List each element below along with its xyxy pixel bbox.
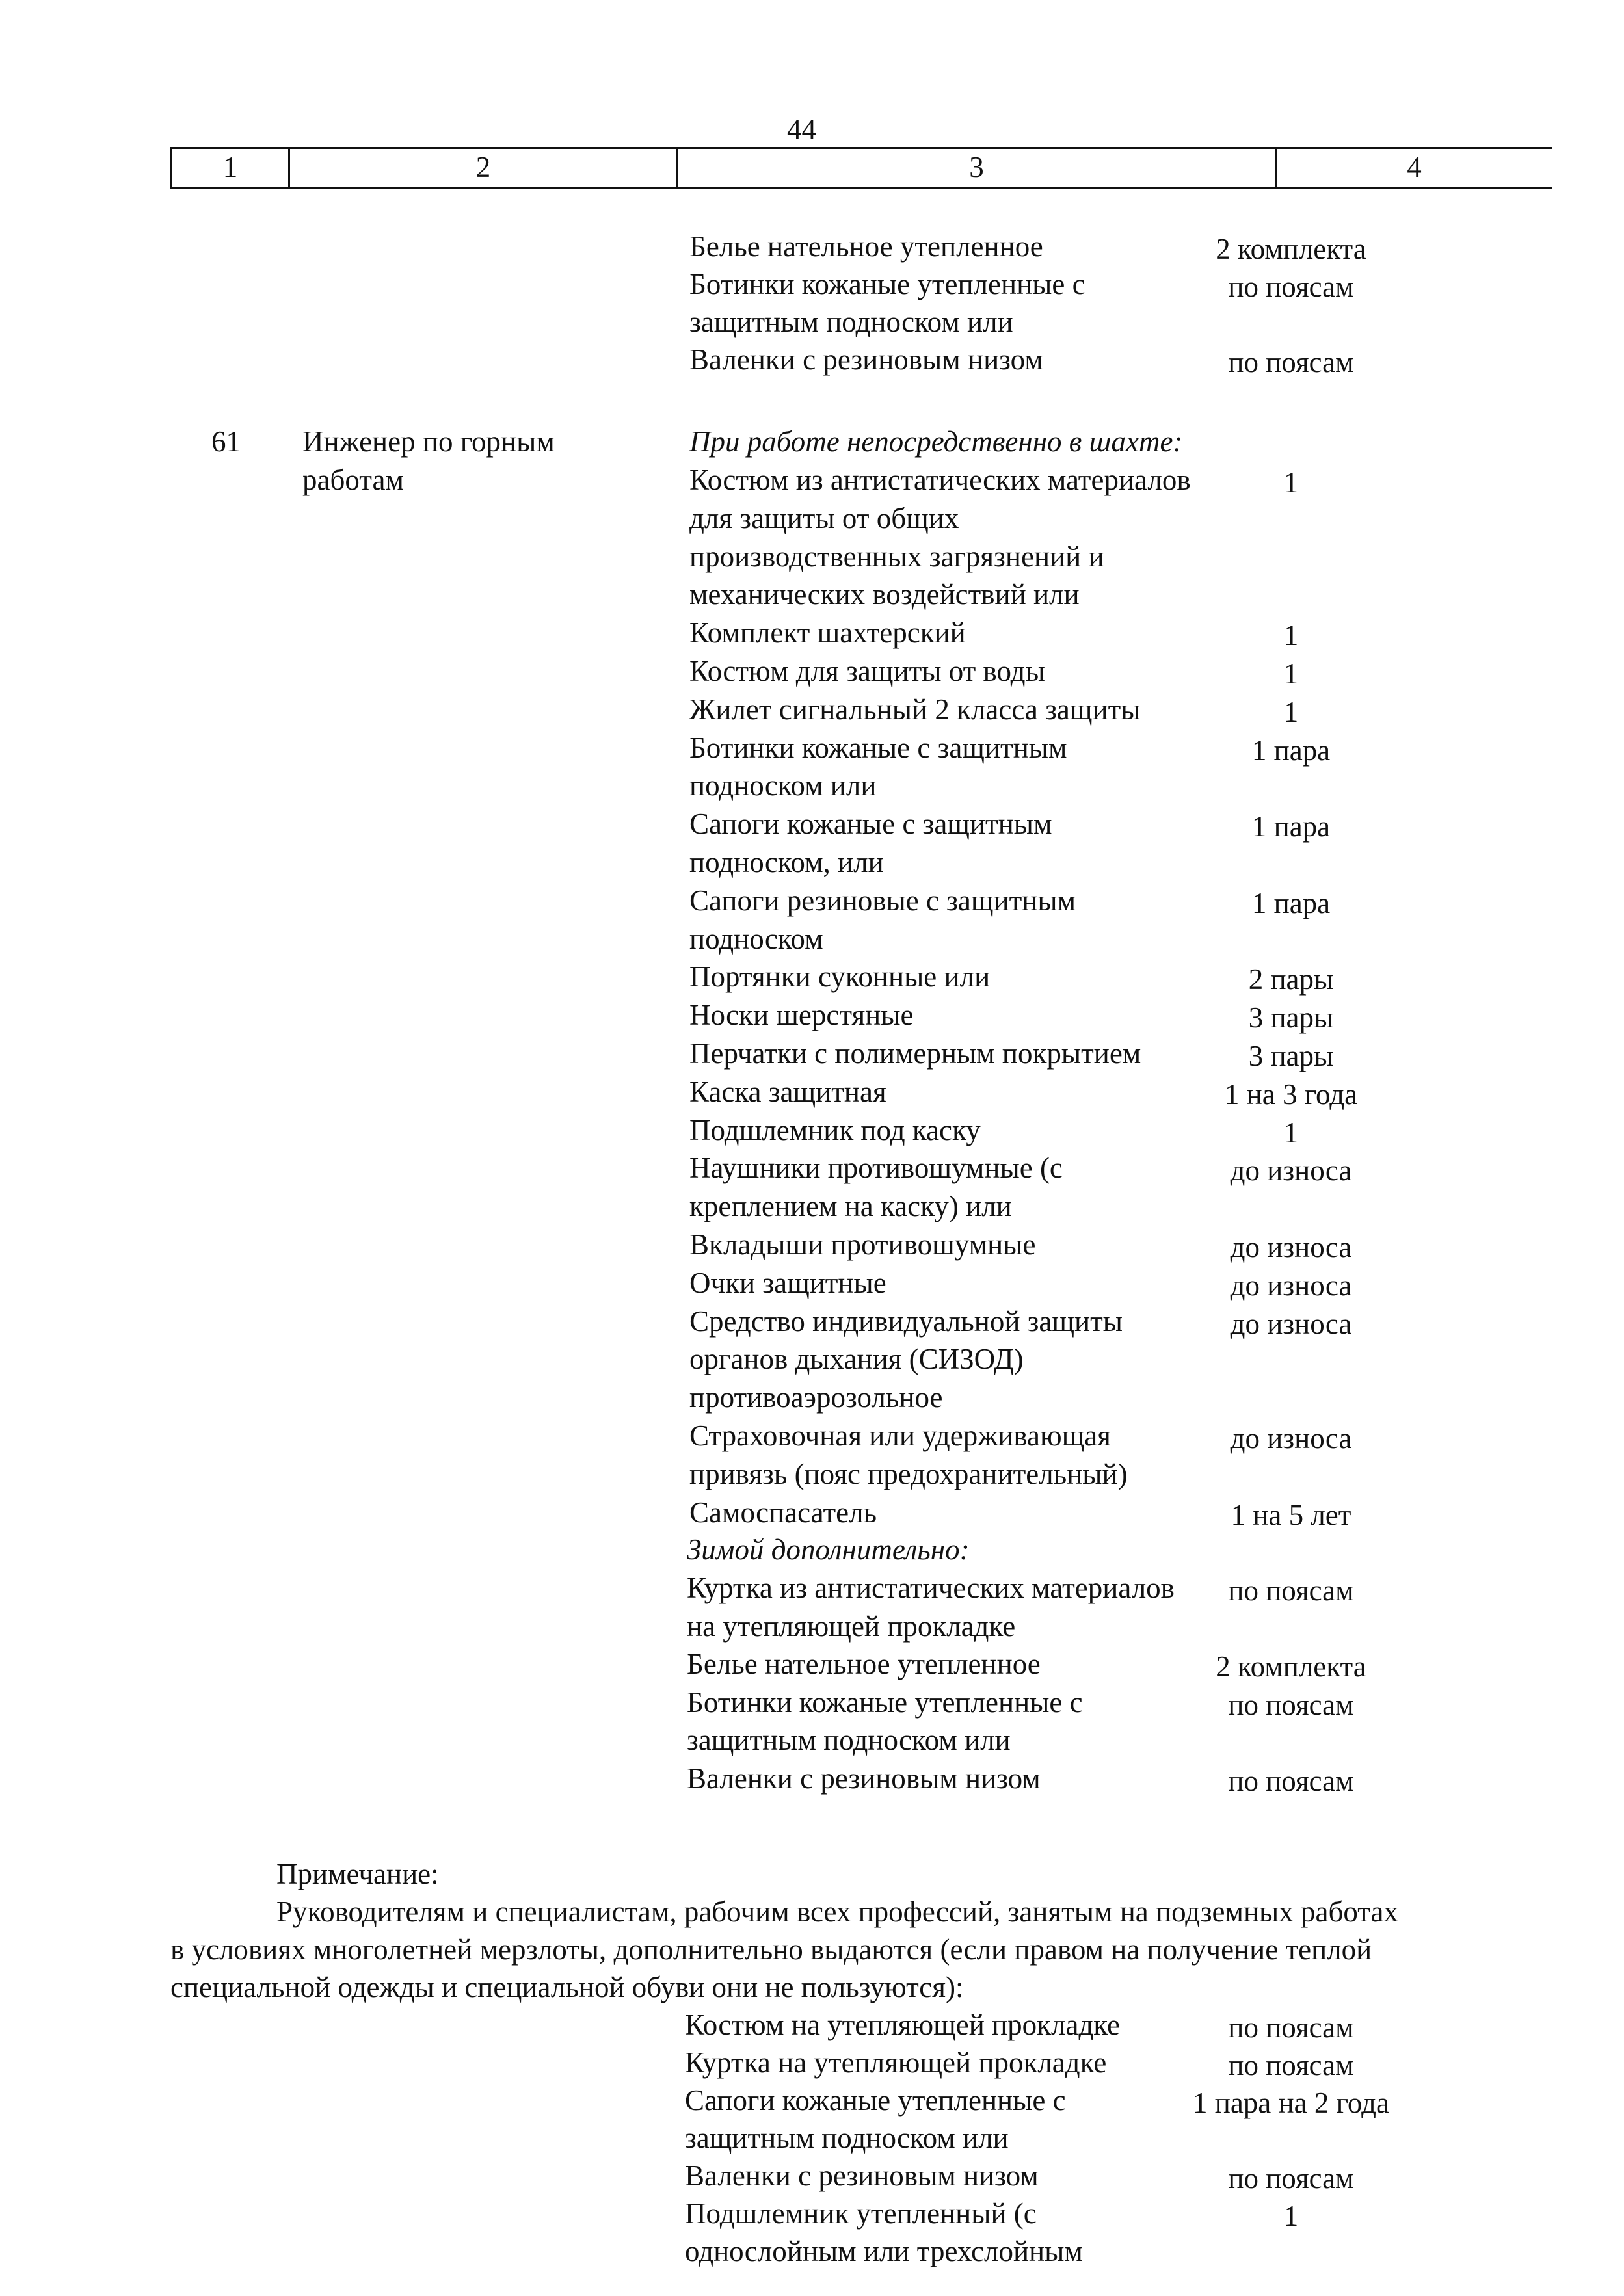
item-text: Сапоги резиновые с защитным	[689, 884, 1076, 917]
issue-norm: 1 пара	[1251, 886, 1331, 919]
item-text: противоаэрозольное	[689, 1381, 943, 1414]
issue-norm: по поясам	[1228, 271, 1354, 303]
issue-norm: по поясам	[1228, 1764, 1354, 1797]
issue-norm: 1 пара на 2 года	[1193, 2087, 1389, 2119]
issue-norm: до износа	[1230, 1154, 1352, 1187]
issue-norm: 1	[1283, 2200, 1299, 2232]
winter-heading: Зимой дополнительно:	[687, 1533, 970, 1566]
item-text: Подшлемник под каску	[689, 1113, 981, 1146]
issue-norm: до износа	[1230, 1231, 1352, 1263]
item-text: Белье нательное утепленное	[687, 1648, 1041, 1680]
issue-norm: 1	[1283, 1116, 1299, 1149]
item-text: Ботинки кожаные утепленные с	[687, 1685, 1083, 1719]
item-text: Комплект шахтерский	[689, 616, 966, 650]
item-text: Куртка на утепляющей прокладке	[685, 2046, 1107, 2079]
item-text: привязь (пояс предохранительный)	[689, 1457, 1128, 1490]
item-text: креплением на каску) или	[689, 1190, 1012, 1223]
issue-norm: по поясам	[1228, 1688, 1354, 1721]
profession-name-line1: Инженер по горным	[302, 425, 555, 458]
issue-norm: по поясам	[1228, 2049, 1354, 2081]
issue-norm: до износа	[1230, 1422, 1352, 1455]
issue-norm: 1 на 3 года	[1224, 1077, 1358, 1111]
header-col-2: 2	[475, 151, 491, 183]
item-text: Куртка из антистатических материалов	[687, 1572, 1175, 1604]
item-text: Носки шерстяные	[689, 999, 914, 1032]
item-text: Самоспасатель	[689, 1496, 877, 1529]
issue-norm: 2 пары	[1248, 963, 1334, 996]
item-text: Валенки с резиновым низом	[687, 1762, 1041, 1795]
header-col-1: 1	[222, 151, 238, 183]
issue-norm: до износа	[1230, 1307, 1352, 1340]
note-title: Примечание:	[276, 1858, 439, 1890]
item-text: Костюм из антистатических материалов	[689, 464, 1191, 496]
issue-norm: 2 комплекта	[1216, 233, 1366, 265]
header-col-4: 4	[1407, 151, 1422, 183]
item-text: подноском или	[689, 769, 877, 802]
item-text: Подшлемник утепленный (с	[685, 2197, 1037, 2230]
item-text: подноском, или	[689, 846, 884, 878]
item-text: Страховочная или удерживающая	[689, 1419, 1111, 1452]
issue-norm: 1 пара	[1251, 810, 1331, 843]
item-text: Ботинки кожаные утепленные с	[689, 268, 1085, 300]
note-line-1: Руководителям и специалистам, рабочим всех профессий, занятым на подземных работах	[276, 1895, 1398, 1928]
entry-number: 61	[211, 425, 241, 458]
issue-norm: 3 пары	[1248, 1040, 1334, 1072]
page-number: 44	[787, 113, 816, 146]
item-text: Средство индивидуальной защиты	[689, 1304, 1123, 1338]
item-text: Очки защитные	[689, 1266, 886, 1299]
item-text: Ботинки кожаные с защитным	[689, 731, 1067, 764]
item-text: Каска защитная	[689, 1075, 886, 1108]
item-text: Жилет сигнальный 2 класса защиты	[689, 693, 1141, 726]
item-text: Костюм на утепляющей прокладке	[685, 2009, 1121, 2041]
profession-name-line2: работам	[302, 464, 404, 496]
item-text: Белье нательное утепленное	[689, 230, 1043, 263]
item-text: защитным подноском или	[685, 2122, 1009, 2154]
issue-norm: 1 пара	[1251, 733, 1331, 767]
issue-norm: 1 на 5 лет	[1231, 1498, 1351, 1531]
item-text: Сапоги кожаные с защитным	[689, 808, 1052, 841]
issue-norm: 1	[1283, 619, 1299, 652]
issue-norm: по поясам	[1228, 2162, 1354, 2195]
issue-norm: до износа	[1230, 1269, 1352, 1302]
issue-norm: по поясам	[1228, 346, 1354, 378]
issue-norm: 1	[1283, 466, 1299, 499]
issue-norm: 1	[1283, 657, 1299, 690]
item-text: защитным подноском или	[687, 1724, 1011, 1756]
item-text: защитным подноском или	[689, 306, 1013, 338]
item-text: Перчатки с полимерным покрытием	[689, 1037, 1141, 1070]
item-text: подноском	[689, 922, 823, 955]
note-line-3: специальной одежды и специальной обуви они не пользуются):	[170, 1971, 964, 2003]
header-bottom-border	[170, 187, 1552, 189]
work-condition-heading: При работе непосредственно в шахте:	[689, 425, 1183, 458]
item-text: Портянки суконные или	[689, 960, 991, 994]
issue-norm: по поясам	[1228, 1574, 1354, 1607]
item-text: Костюм для защиты от воды	[689, 655, 1045, 687]
item-text: Валенки с резиновым низом	[685, 2159, 1039, 2192]
item-text: Наушники противошумные (с	[689, 1152, 1063, 1185]
issue-norm: 2 комплекта	[1216, 1650, 1366, 1683]
item-text: однослойным или трехслойным	[685, 2235, 1083, 2267]
header-col-3: 3	[969, 151, 984, 183]
item-text: Валенки с резиновым низом	[689, 343, 1043, 376]
note-line-2: в условиях многолетней мерзлоты, дополнительно выдаются (если правом на получение теплой	[170, 1933, 1372, 1966]
item-text: Вкладыши противошумные	[689, 1228, 1036, 1261]
item-text: производственных загрязнений и	[689, 540, 1104, 573]
issue-norm: 1	[1283, 695, 1299, 728]
issue-norm: по поясам	[1228, 2011, 1354, 2044]
item-text: органов дыхания (СИЗОД)	[689, 1343, 1024, 1376]
item-text: механических воздействий или	[689, 578, 1080, 611]
item-text: Сапоги кожаные утепленные с	[685, 2084, 1066, 2117]
item-text: для защиты от общих	[689, 501, 959, 534]
item-text: на утепляющей прокладке	[687, 1609, 1016, 1643]
issue-norm: 3 пары	[1248, 1001, 1334, 1035]
